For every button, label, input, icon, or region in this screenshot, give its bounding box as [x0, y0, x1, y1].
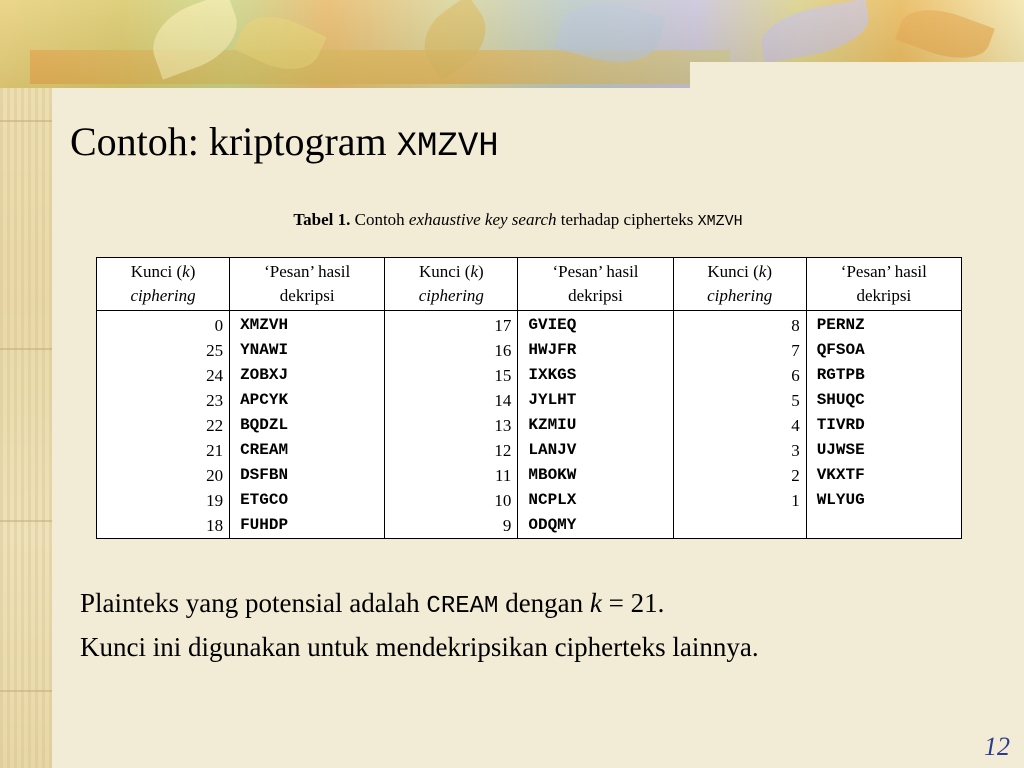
key-value: 3 — [791, 441, 800, 460]
key-column — [673, 311, 806, 539]
plaintext-conclusion: Plainteks yang potensial adalah CREAM dengan k = 21. — [80, 588, 665, 620]
key-value: 9 — [502, 516, 512, 535]
key-value: 10 — [494, 491, 512, 510]
decrypted-message: IXKGS — [528, 366, 577, 384]
message-column — [806, 311, 961, 539]
decrypted-message: MBOKW — [528, 466, 577, 484]
decrypted-message: BQDZL — [240, 416, 289, 434]
key-value: 2 — [791, 466, 800, 485]
key-value: 25 — [206, 341, 224, 360]
decrypted-message: RGTPB — [816, 366, 865, 384]
title-code: XMZVH — [396, 128, 499, 166]
decrypted-message: GVIEQ — [528, 316, 577, 334]
decrypted-message: FUHDP — [240, 516, 289, 534]
decrypted-message: HWJFR — [528, 341, 577, 359]
decrypted-message: XMZVH — [240, 316, 289, 334]
decrypted-message: TIVRD — [816, 416, 865, 434]
key-value: 19 — [206, 491, 224, 510]
key-column — [385, 311, 518, 539]
key-value: 6 — [791, 366, 800, 385]
key-usage-note: Kunci ini digunakan untuk mendekripsikan cipherteks lainnya. — [80, 632, 759, 662]
key-header: Kunci (k) ciphering — [97, 258, 230, 311]
key-value: 17 — [494, 316, 512, 335]
key-value: 24 — [206, 366, 224, 385]
key-header: Kunci (k) ciphering — [385, 258, 518, 311]
key-value: 12 — [494, 441, 512, 460]
key-value: 13 — [494, 416, 512, 435]
key-value: 16 — [494, 341, 512, 360]
key-value: 4 — [791, 416, 800, 435]
decrypted-message: UJWSE — [816, 441, 865, 459]
decrypted-message: KZMIU — [528, 416, 577, 434]
decrypted-message: ODQMY — [528, 516, 577, 534]
key-value: 21 — [206, 441, 224, 460]
table-header-row — [97, 258, 962, 311]
key-value: 14 — [494, 391, 512, 410]
key-value: 18 — [206, 516, 224, 535]
message-header: ‘Pesan’ hasil dekripsi — [518, 258, 673, 311]
decrypted-message: WLYUG — [816, 491, 865, 509]
decrypted-message: YNAWI — [240, 341, 289, 359]
decrypted-message: NCPLX — [528, 491, 577, 509]
page-number: 12 — [984, 732, 1010, 761]
decrypted-message: ETGCO — [240, 491, 289, 509]
key-value: 15 — [494, 366, 512, 385]
decrypted-message: PERNZ — [816, 316, 865, 334]
decrypted-message: LANJV — [528, 441, 577, 459]
message-column — [518, 311, 673, 539]
decrypted-message: CREAM — [240, 441, 289, 459]
message-header: ‘Pesan’ hasil dekripsi — [230, 258, 385, 311]
decrypted-message: VKXTF — [816, 466, 865, 484]
key-value: 5 — [791, 391, 800, 410]
left-texture-strip — [0, 0, 52, 768]
key-value: 7 — [791, 341, 800, 360]
decrypted-message: DSFBN — [240, 466, 289, 484]
decrypted-message: APCYK — [240, 391, 289, 409]
decrypted-message: QFSOA — [816, 341, 865, 359]
key-value: 20 — [206, 466, 224, 485]
key-value: 8 — [791, 316, 800, 335]
key-value: 22 — [206, 416, 224, 435]
key-column — [97, 311, 230, 539]
table-caption: Tabel 1. Contoh exhaustive key search terhadap cipherteks XMZVH — [293, 210, 743, 230]
key-value: 0 — [214, 316, 224, 335]
key-value: 23 — [206, 391, 224, 410]
decrypted-message: ZOBXJ — [240, 366, 289, 384]
key-value: 1 — [791, 491, 800, 510]
decrypted-message: JYLHT — [528, 391, 577, 409]
key-header: Kunci (k) ciphering — [673, 258, 806, 311]
decrypted-message: SHUQC — [816, 391, 865, 409]
key-search-table — [96, 257, 962, 539]
message-column — [230, 311, 385, 539]
message-header: ‘Pesan’ hasil dekripsi — [806, 258, 961, 311]
table-body-row — [97, 311, 962, 539]
slide-title: Contoh: kriptogram XMZVH — [70, 119, 499, 166]
header-banner — [0, 0, 1024, 88]
key-value: 11 — [495, 466, 512, 485]
